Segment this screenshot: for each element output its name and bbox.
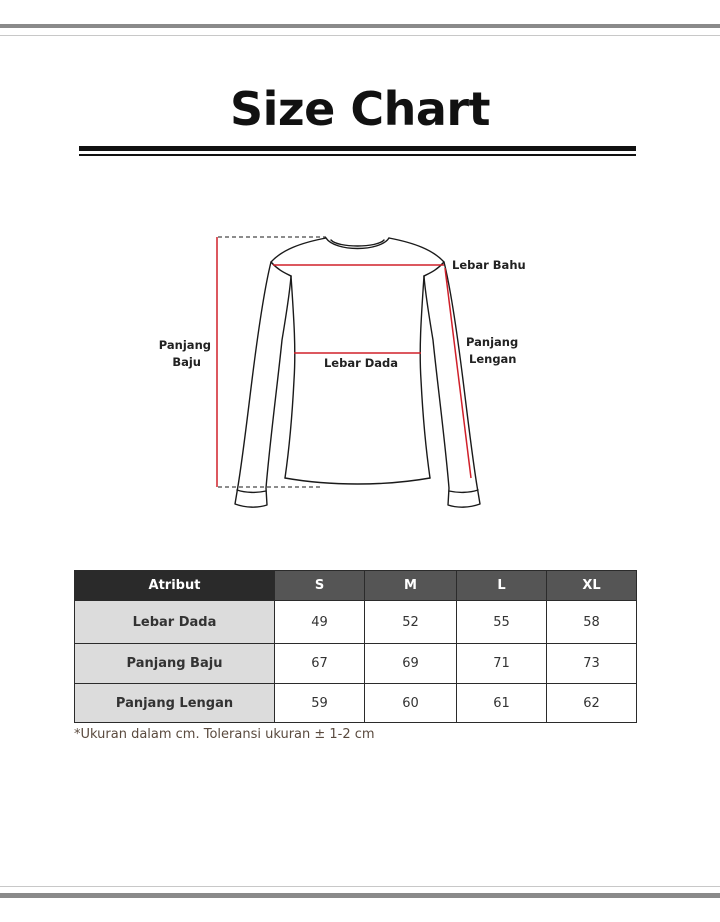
header-size-xl: XL [547,571,637,601]
footnote: *Ukuran dalam cm. Toleransi ukuran ± 1-2 cm [74,727,375,742]
header-size-m: M [365,571,457,601]
table-header-row [75,571,637,601]
cell-value: 67 [275,644,365,684]
header-size-l: L [457,571,547,601]
cell-value: 73 [547,644,637,684]
cell-value: 59 [275,684,365,723]
bottom-border-thin-rule [0,886,720,887]
label-panjang-lengan-line2: Lengan [469,352,517,366]
label-lebar-bahu: Lebar Bahu [452,258,526,272]
label-panjang-lengan-line1: Panjang [466,335,519,349]
label-panjang-baju-line2: Baju [172,355,201,369]
label-lebar-dada: Lebar Dada [323,356,399,370]
cell-value: 69 [365,644,457,684]
page-title: Size Chart [229,82,491,136]
row-label: Panjang Baju [75,644,275,684]
cell-value: 61 [457,684,547,723]
label-panjang-baju-line1: Panjang [158,338,211,352]
header-size-s: S [275,571,365,601]
cell-value: 58 [547,601,637,644]
cell-value: 49 [275,601,365,644]
table-row [75,644,637,684]
header-atribut: Atribut [75,571,275,601]
cell-value: 55 [457,601,547,644]
cell-value: 52 [365,601,457,644]
cell-value: 71 [457,644,547,684]
long-sleeve-shirt-icon [235,238,480,507]
dashed-guides [218,237,326,487]
cell-value: 60 [365,684,457,723]
panjang-lengan-line [445,268,471,478]
cell-value: 62 [547,684,637,723]
bottom-border-rule [0,893,720,898]
row-label: Panjang Lengan [75,684,275,723]
table-row [75,601,637,644]
row-label: Lebar Dada [75,601,275,644]
size-table [74,570,637,723]
table-row [75,684,637,723]
